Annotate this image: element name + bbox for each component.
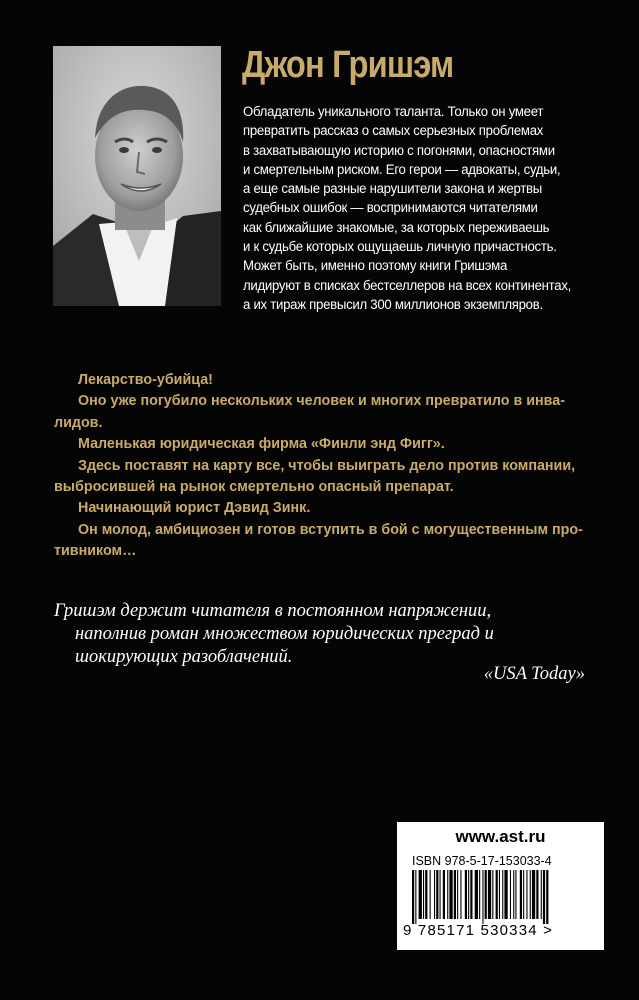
- isbn-number: ISBN 978-5-17-153033-4: [412, 854, 552, 868]
- barcode-bar: [485, 870, 487, 919]
- bio-line: Обладатель уникального таланта. Только он умеет: [243, 104, 544, 120]
- barcode-bar: [502, 870, 503, 919]
- barcode-bar: [475, 870, 478, 919]
- barcode-bar: [526, 870, 527, 919]
- barcode-bar: [488, 870, 491, 919]
- barcode-bar: [434, 870, 435, 919]
- author-bio: [243, 103, 603, 315]
- blurb-line: Оно уже погубило нескольких человек и многих превратило в инва-: [78, 393, 565, 410]
- author-name: Джон Гришэм: [242, 44, 454, 86]
- review-quote: [54, 600, 594, 669]
- barcode-bar: [536, 870, 538, 919]
- blurb-line: Здесь поставят на карту все, чтобы выиграть дело против компании,: [78, 457, 576, 474]
- bio-line: а еще самые разные нарушители закона и жертвы: [243, 181, 542, 198]
- barcode-bar: [470, 870, 472, 919]
- barcode-bar: [419, 870, 422, 919]
- barcode-bars: [412, 870, 592, 926]
- publisher-website: www.ast.ru: [455, 827, 546, 846]
- bio-line: и к судьбе которых ощущаешь личную причастность.: [243, 239, 557, 256]
- barcode-bar: [415, 870, 416, 924]
- bio-line: как ближайшие знакомые, за которых переживаешь: [243, 219, 550, 236]
- barcode-bar: [447, 870, 448, 919]
- barcode-bar: [496, 870, 498, 919]
- barcode-bar: [499, 870, 500, 919]
- barcode-bar: [425, 870, 427, 919]
- barcode-bar: [532, 870, 535, 919]
- quote-line: шокирующих разоблачений.: [75, 647, 293, 667]
- barcode-bar: [465, 870, 467, 919]
- barcode-bar: [423, 870, 424, 919]
- quote-line: наполнив роман множеством юридических преград и: [75, 624, 494, 644]
- bio-line: а их тираж превысил 300 миллионов экземпляров.: [243, 296, 543, 313]
- blurb-line: Маленькая юридическая фирма «Финли энд Фигг».: [78, 436, 445, 453]
- barcode-panel: [397, 822, 604, 950]
- barcode-bar: [457, 870, 458, 919]
- bio-line: и смертельным риском. Его герои — адвокаты, судьи,: [243, 161, 561, 178]
- blurb-line: Лекарство-убийца!: [78, 372, 213, 388]
- bio-line: лидируют в списках бестселлеров на всех континентах,: [243, 277, 572, 294]
- blurb-line: лидов.: [54, 414, 103, 431]
- barcode-bar: [436, 870, 438, 919]
- review-source: «USA Today»: [483, 664, 585, 684]
- barcode-bar: [468, 870, 469, 919]
- barcode-bar: [449, 870, 452, 919]
- barcode-bar: [513, 870, 514, 919]
- blurb-line: выбросившей на рынок смертельно опасный препарат.: [54, 479, 454, 496]
- barcode-bar: [430, 870, 431, 919]
- barcode-bar: [523, 870, 524, 919]
- barcode-bar: [510, 870, 511, 919]
- barcode-bar: [504, 870, 507, 919]
- blurb-line: Начинающий юрист Дэвид Зинк.: [78, 500, 311, 517]
- barcode-bar: [482, 870, 483, 924]
- blurb-line: Он молод, амбициозен и готов вступить в бой с могущественным про-: [78, 521, 583, 538]
- barcode-bar: [492, 870, 493, 919]
- barcode-bar: [412, 870, 414, 924]
- barcode-bar: [460, 870, 461, 919]
- bio-line: Может быть, именно поэтому книги Гришэма: [243, 258, 508, 275]
- barcode-bar: [515, 870, 516, 919]
- bio-line: судебных ошибок — воспринимаются читателями: [243, 200, 538, 217]
- barcode-bar: [520, 870, 522, 919]
- barcode-bar: [530, 870, 531, 919]
- barcode-bar: [454, 870, 456, 919]
- bio-line: в захватывающую историю с погонями, опасностями: [243, 142, 555, 159]
- barcode-bar: [479, 870, 480, 919]
- bio-line: превратить рассказ о самых серьезных проблемах: [243, 123, 544, 140]
- author-photo: [53, 46, 221, 306]
- barcode-bar: [541, 870, 542, 919]
- barcode-bar: [443, 870, 445, 919]
- blurb-line: тивником…: [54, 543, 137, 560]
- book-blurb: [54, 370, 584, 563]
- barcode-bar: [440, 870, 441, 919]
- barcode-bar: [543, 870, 545, 924]
- barcode-bar: [546, 870, 548, 924]
- ean-digits: 9 785171 530334 >: [403, 922, 554, 939]
- quote-line: Гришэм держит читателя в постоянном напряжении,: [54, 601, 492, 621]
